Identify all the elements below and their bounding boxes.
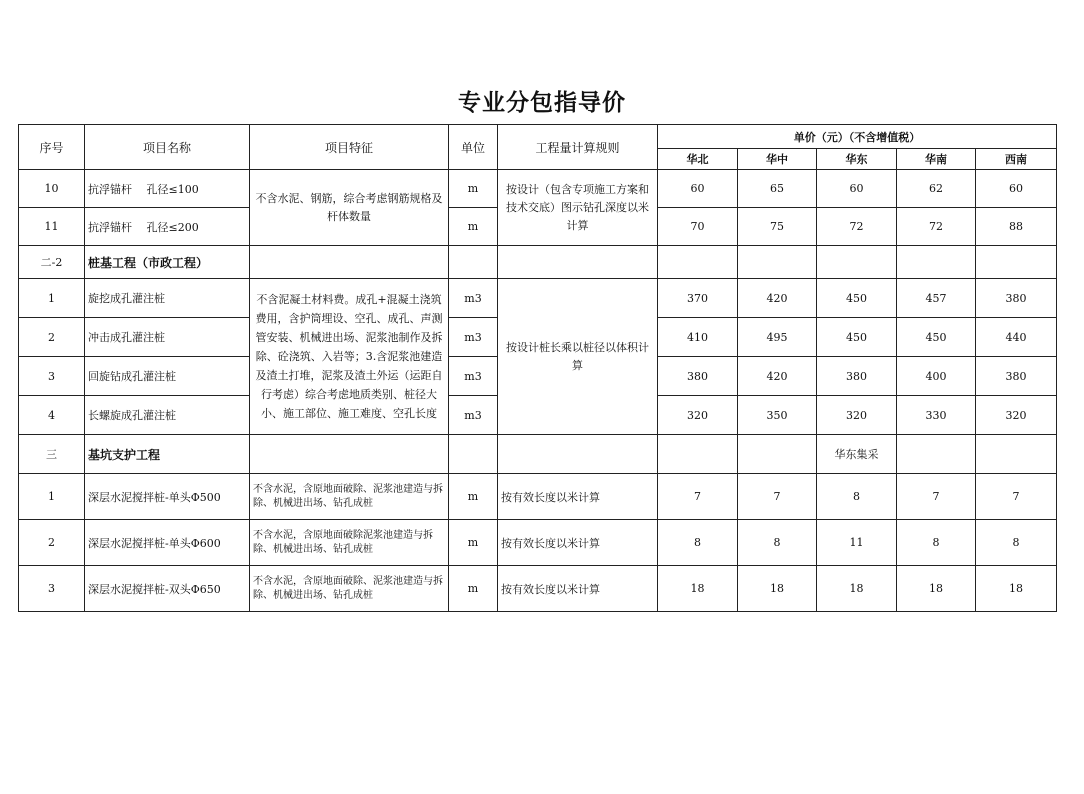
cell-unit: m [449,208,498,246]
cell-price: 18 [976,566,1057,612]
cell-price: 330 [897,396,976,435]
cell-feature: 不含水泥，含原地面破除泥浆池建造与拆除、机械进出场、钻孔成桩 [250,520,449,566]
cell-name: 回旋钻成孔灌注桩 [85,357,250,396]
cell-price: 410 [658,318,738,357]
section-row [19,435,1057,474]
cell-unit: m3 [449,357,498,396]
cell-feature: 不含水泥，含原地面破除、泥浆池建造与拆除、机械进出场、钻孔成桩 [250,566,449,612]
cell-price: 18 [738,566,817,612]
cell-unit: m [449,520,498,566]
section-seq: 三 [19,435,85,474]
cell-price: 420 [738,279,817,318]
cell-price: 380 [976,357,1057,396]
cell-name: 长螺旋成孔灌注桩 [85,396,250,435]
cell-seq: 1 [19,279,85,318]
cell-rule: 按有效长度以米计算 [498,474,658,520]
cell-price: 18 [658,566,738,612]
page-title: 专业分包指导价 [458,90,626,116]
cell-feature: 不含水泥，含原地面破除、泥浆池建造与拆除、机械进出场、钻孔成桩 [250,474,449,520]
header-region: 西南 [976,149,1057,170]
cell-unit: m [449,474,498,520]
cell-price: 65 [738,170,817,208]
cell-price: 380 [817,357,897,396]
section-title: 基坑支护工程 [85,435,250,474]
cell-name: 深层水泥搅拌桩-双头Φ650 [85,566,250,612]
cell-price: 450 [897,318,976,357]
cell-price: 8 [976,520,1057,566]
cell-price: 7 [658,474,738,520]
cell-price: 440 [976,318,1057,357]
header-price-group: 单价（元）（不含增值税） [658,125,1057,149]
cell-price: 7 [738,474,817,520]
cell-price: 7 [976,474,1057,520]
cell-price: 8 [658,520,738,566]
cell-price: 88 [976,208,1057,246]
cell-name: 抗浮锚杆 孔径≤200 [85,208,250,246]
cell-seq: 1 [19,474,85,520]
cell-rule: 按有效长度以米计算 [498,566,658,612]
header-region: 华南 [897,149,976,170]
cell-seq: 3 [19,566,85,612]
section-seq: 二-2 [19,246,85,279]
cell-price: 320 [817,396,897,435]
cell-name: 深层水泥搅拌桩-单头Φ600 [85,520,250,566]
cell-price: 495 [738,318,817,357]
header-feature: 项目特征 [250,125,449,170]
cell-price: 75 [738,208,817,246]
header-rule: 工程量计算规则 [498,125,658,170]
cell-unit: m3 [449,279,498,318]
cell-price: 72 [897,208,976,246]
cell-price: 320 [976,396,1057,435]
cell-price: 60 [817,170,897,208]
cell-rule: 按设计桩长乘以桩径以体积计算 [498,279,658,435]
table-row [19,170,1057,208]
section-row [19,246,1057,279]
cell-price: 60 [976,170,1057,208]
cell-price: 370 [658,279,738,318]
cell-seq: 4 [19,396,85,435]
cell-price: 18 [817,566,897,612]
cell-price: 70 [658,208,738,246]
table-row [19,566,1057,612]
header-seq: 序号 [19,125,85,170]
cell-seq: 2 [19,318,85,357]
cell-price: 8 [897,520,976,566]
cell-rule: 按设计（包含专项施工方案和技术交底）图示钻孔深度以米计算 [498,170,658,246]
cell-seq: 10 [19,170,85,208]
cell-price: 450 [817,279,897,318]
cell-price: 72 [817,208,897,246]
cell-price: 11 [817,520,897,566]
section-note: 华东集采 [817,435,897,474]
section-title: 桩基工程（市政工程） [85,246,250,279]
header-region: 华东 [817,149,897,170]
table-row [19,474,1057,520]
cell-name: 深层水泥搅拌桩-单头Φ500 [85,474,250,520]
cell-unit: m [449,170,498,208]
cell-price: 380 [658,357,738,396]
cell-price: 60 [658,170,738,208]
cell-unit: m [449,566,498,612]
cell-seq: 11 [19,208,85,246]
cell-name: 冲击成孔灌注桩 [85,318,250,357]
cell-price: 420 [738,357,817,396]
cell-price: 8 [738,520,817,566]
table-row [19,279,1057,318]
cell-price: 8 [817,474,897,520]
cell-price: 18 [897,566,976,612]
cell-unit: m3 [449,396,498,435]
header-region: 华中 [738,149,817,170]
cell-seq: 2 [19,520,85,566]
header-unit: 单位 [449,125,498,170]
cell-feature: 不含水泥、钢筋，综合考虑钢筋规格及杆体数量 [250,170,449,246]
cell-price: 7 [897,474,976,520]
header-name: 项目名称 [85,125,250,170]
cell-rule: 按有效长度以米计算 [498,520,658,566]
cell-price: 350 [738,396,817,435]
cell-price: 380 [976,279,1057,318]
cell-feature: 不含泥凝土材料费。成孔+混凝土浇筑费用，含护筒埋设、空孔、成孔、声测管安装、机械进出场、泥浆池制作及拆除、砼浇筑、入岩等；3.含泥浆池建造及渣土打堆，泥浆及渣土外运（运距自行考虑）综合考虑地质类别、桩径大小、施工部位、施工难度、空孔长度 [250,279,449,435]
cell-price: 457 [897,279,976,318]
cell-price: 62 [897,170,976,208]
price-table [18,124,1057,612]
cell-seq: 3 [19,357,85,396]
header-region: 华北 [658,149,738,170]
cell-price: 400 [897,357,976,396]
cell-name: 抗浮锚杆 孔径≤100 [85,170,250,208]
cell-price: 320 [658,396,738,435]
cell-name: 旋挖成孔灌注桩 [85,279,250,318]
cell-price: 450 [817,318,897,357]
table-row [19,520,1057,566]
cell-unit: m3 [449,318,498,357]
